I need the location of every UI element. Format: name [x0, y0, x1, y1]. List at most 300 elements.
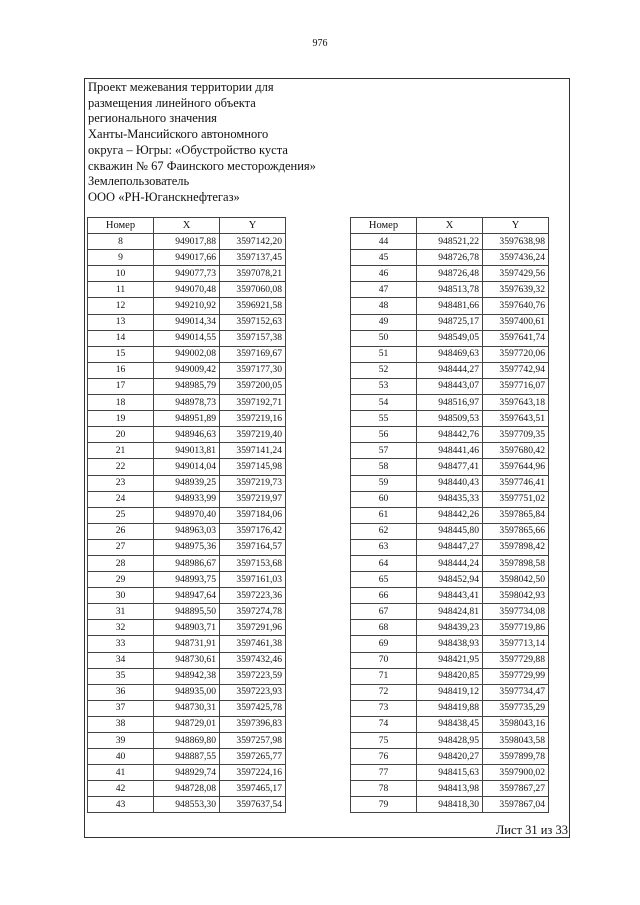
point-number-cell: 67	[351, 604, 417, 620]
table-row	[88, 523, 286, 539]
x-coordinate-cell: 948415,63	[417, 765, 483, 781]
y-coordinate-cell: 3597157,38	[220, 330, 286, 346]
title-line: Ханты-Мансийского автономного	[88, 127, 269, 142]
table-row	[88, 491, 286, 507]
x-coordinate-cell: 948443,07	[417, 378, 483, 394]
title-line: скважин № 67 Фаинского месторождения»	[88, 158, 316, 173]
x-coordinate-cell: 948469,63	[417, 346, 483, 362]
y-coordinate-cell: 3597078,21	[220, 266, 286, 282]
x-coordinate-cell: 948970,40	[154, 507, 220, 523]
column-header-number: Номер	[88, 218, 154, 234]
x-coordinate-cell: 949013,81	[154, 443, 220, 459]
table-row	[88, 346, 286, 362]
x-coordinate-cell: 948947,64	[154, 588, 220, 604]
table-row	[351, 749, 549, 765]
x-coordinate-cell: 949009,42	[154, 362, 220, 378]
y-coordinate-cell: 3597219,16	[220, 411, 286, 427]
point-number-cell: 51	[351, 346, 417, 362]
coordinates-table-left	[87, 217, 286, 813]
x-coordinate-cell: 948730,61	[154, 652, 220, 668]
coordinates-table-right	[350, 217, 549, 813]
point-number-cell: 77	[351, 765, 417, 781]
x-coordinate-cell: 948438,45	[417, 716, 483, 732]
y-coordinate-cell: 3597153,68	[220, 555, 286, 571]
point-number-cell: 22	[88, 459, 154, 475]
y-coordinate-cell: 3597742,94	[483, 362, 549, 378]
table-row	[88, 362, 286, 378]
table-row	[88, 636, 286, 652]
table-row	[88, 411, 286, 427]
table-row	[88, 282, 286, 298]
table-row	[351, 700, 549, 716]
column-header-y: Y	[220, 218, 286, 234]
table-row	[88, 684, 286, 700]
point-number-cell: 43	[88, 797, 154, 813]
y-coordinate-cell: 3597865,66	[483, 523, 549, 539]
y-coordinate-cell: 3598042,50	[483, 572, 549, 588]
table-row	[88, 314, 286, 330]
table-row	[351, 604, 549, 620]
point-number-cell: 78	[351, 781, 417, 797]
point-number-cell: 45	[351, 250, 417, 266]
point-number-cell: 15	[88, 346, 154, 362]
table-row	[351, 797, 549, 813]
point-number-cell: 36	[88, 684, 154, 700]
y-coordinate-cell: 3597729,99	[483, 668, 549, 684]
point-number-cell: 35	[88, 668, 154, 684]
column-header-x: X	[154, 218, 220, 234]
y-coordinate-cell: 3597865,84	[483, 507, 549, 523]
x-coordinate-cell: 949210,92	[154, 298, 220, 314]
point-number-cell: 16	[88, 362, 154, 378]
title-line: регионального значения	[88, 111, 217, 126]
y-coordinate-cell: 3597257,98	[220, 733, 286, 749]
table-row	[351, 459, 549, 475]
y-coordinate-cell: 3598043,58	[483, 733, 549, 749]
point-number-cell: 58	[351, 459, 417, 475]
point-number-cell: 30	[88, 588, 154, 604]
point-number-cell: 60	[351, 491, 417, 507]
table-header-row	[88, 218, 286, 234]
x-coordinate-cell: 948419,12	[417, 684, 483, 700]
column-header-y: Y	[483, 218, 549, 234]
point-number-cell: 53	[351, 378, 417, 394]
x-coordinate-cell: 948452,94	[417, 572, 483, 588]
y-coordinate-cell: 3597461,38	[220, 636, 286, 652]
x-coordinate-cell: 948946,63	[154, 427, 220, 443]
x-coordinate-cell: 948929,74	[154, 765, 220, 781]
x-coordinate-cell: 948516,97	[417, 395, 483, 411]
x-coordinate-cell: 948933,99	[154, 491, 220, 507]
x-coordinate-cell: 948413,98	[417, 781, 483, 797]
point-number-cell: 69	[351, 636, 417, 652]
table-row	[88, 572, 286, 588]
point-number-cell: 18	[88, 395, 154, 411]
x-coordinate-cell: 948444,24	[417, 555, 483, 571]
y-coordinate-cell: 3597396,83	[220, 716, 286, 732]
table-row	[351, 523, 549, 539]
x-coordinate-cell: 948420,85	[417, 668, 483, 684]
table-row	[351, 572, 549, 588]
table-row	[88, 733, 286, 749]
y-coordinate-cell: 3597734,08	[483, 604, 549, 620]
table-row	[88, 395, 286, 411]
page-number: 976	[312, 38, 328, 49]
point-number-cell: 71	[351, 668, 417, 684]
point-number-cell: 75	[351, 733, 417, 749]
point-number-cell: 29	[88, 572, 154, 588]
table-row	[351, 427, 549, 443]
table-row	[351, 443, 549, 459]
point-number-cell: 13	[88, 314, 154, 330]
x-coordinate-cell: 948729,01	[154, 716, 220, 732]
y-coordinate-cell: 3597429,56	[483, 266, 549, 282]
x-coordinate-cell: 948443,41	[417, 588, 483, 604]
table-body-left	[88, 234, 286, 813]
y-coordinate-cell: 3597436,24	[483, 250, 549, 266]
point-number-cell: 19	[88, 411, 154, 427]
table-row	[88, 475, 286, 491]
x-coordinate-cell: 949014,55	[154, 330, 220, 346]
x-coordinate-cell: 948728,08	[154, 781, 220, 797]
y-coordinate-cell: 3597223,59	[220, 668, 286, 684]
table-row	[88, 330, 286, 346]
table-row	[351, 684, 549, 700]
table-row	[88, 716, 286, 732]
y-coordinate-cell: 3597164,57	[220, 539, 286, 555]
table-row	[351, 733, 549, 749]
x-coordinate-cell: 948444,27	[417, 362, 483, 378]
x-coordinate-cell: 948420,27	[417, 749, 483, 765]
y-coordinate-cell: 3597425,78	[220, 700, 286, 716]
y-coordinate-cell: 3598042,93	[483, 588, 549, 604]
y-coordinate-cell: 3597643,51	[483, 411, 549, 427]
y-coordinate-cell: 3597637,54	[220, 797, 286, 813]
y-coordinate-cell: 3597060,08	[220, 282, 286, 298]
point-number-cell: 37	[88, 700, 154, 716]
x-coordinate-cell: 948903,71	[154, 620, 220, 636]
table-row	[88, 378, 286, 394]
y-coordinate-cell: 3597898,42	[483, 539, 549, 555]
point-number-cell: 40	[88, 749, 154, 765]
table-row	[351, 411, 549, 427]
point-number-cell: 21	[88, 443, 154, 459]
x-coordinate-cell: 948985,79	[154, 378, 220, 394]
point-number-cell: 76	[351, 749, 417, 765]
x-coordinate-cell: 948726,48	[417, 266, 483, 282]
y-coordinate-cell: 3597400,61	[483, 314, 549, 330]
y-coordinate-cell: 3597867,27	[483, 781, 549, 797]
y-coordinate-cell: 3597176,42	[220, 523, 286, 539]
y-coordinate-cell: 3597161,03	[220, 572, 286, 588]
table-row	[88, 588, 286, 604]
y-coordinate-cell: 3597274,78	[220, 604, 286, 620]
y-coordinate-cell: 3597219,40	[220, 427, 286, 443]
point-number-cell: 31	[88, 604, 154, 620]
table-row	[88, 507, 286, 523]
x-coordinate-cell: 948428,95	[417, 733, 483, 749]
point-number-cell: 74	[351, 716, 417, 732]
point-number-cell: 57	[351, 443, 417, 459]
point-number-cell: 42	[88, 781, 154, 797]
y-coordinate-cell: 3597735,29	[483, 700, 549, 716]
x-coordinate-cell: 948521,22	[417, 234, 483, 250]
table-row	[88, 765, 286, 781]
x-coordinate-cell: 949014,34	[154, 314, 220, 330]
point-number-cell: 28	[88, 555, 154, 571]
y-coordinate-cell: 3597899,78	[483, 749, 549, 765]
y-coordinate-cell: 3597719,86	[483, 620, 549, 636]
table-row	[88, 797, 286, 813]
point-number-cell: 46	[351, 266, 417, 282]
x-coordinate-cell: 948447,27	[417, 539, 483, 555]
x-coordinate-cell: 948963,03	[154, 523, 220, 539]
y-coordinate-cell: 3597219,97	[220, 491, 286, 507]
x-coordinate-cell: 948935,00	[154, 684, 220, 700]
table-row	[351, 346, 549, 362]
y-coordinate-cell: 3597224,16	[220, 765, 286, 781]
column-header-number: Номер	[351, 218, 417, 234]
table-body-right	[351, 234, 549, 813]
point-number-cell: 17	[88, 378, 154, 394]
table-row	[351, 555, 549, 571]
point-number-cell: 65	[351, 572, 417, 588]
y-coordinate-cell: 3597644,96	[483, 459, 549, 475]
table-header-row	[351, 218, 549, 234]
y-coordinate-cell: 3597177,30	[220, 362, 286, 378]
x-coordinate-cell: 949077,73	[154, 266, 220, 282]
title-line: округа – Югры: «Обустройство куста	[88, 142, 288, 157]
y-coordinate-cell: 3597640,76	[483, 298, 549, 314]
x-coordinate-cell: 948439,23	[417, 620, 483, 636]
x-coordinate-cell: 948435,33	[417, 491, 483, 507]
y-coordinate-cell: 3596921,58	[220, 298, 286, 314]
point-number-cell: 12	[88, 298, 154, 314]
y-coordinate-cell: 3597680,42	[483, 443, 549, 459]
table-row	[88, 459, 286, 475]
point-number-cell: 44	[351, 234, 417, 250]
document-title	[88, 80, 388, 206]
y-coordinate-cell: 3597751,02	[483, 491, 549, 507]
table-row	[88, 250, 286, 266]
table-row	[351, 395, 549, 411]
y-coordinate-cell: 3597265,77	[220, 749, 286, 765]
point-number-cell: 62	[351, 523, 417, 539]
table-row	[351, 282, 549, 298]
y-coordinate-cell: 3597709,35	[483, 427, 549, 443]
table-row	[351, 491, 549, 507]
point-number-cell: 72	[351, 684, 417, 700]
y-coordinate-cell: 3597432,46	[220, 652, 286, 668]
x-coordinate-cell: 948445,80	[417, 523, 483, 539]
x-coordinate-cell: 948731,91	[154, 636, 220, 652]
point-number-cell: 47	[351, 282, 417, 298]
point-number-cell: 66	[351, 588, 417, 604]
point-number-cell: 48	[351, 298, 417, 314]
table-row	[88, 539, 286, 555]
table-row	[88, 620, 286, 636]
table-row	[88, 781, 286, 797]
point-number-cell: 59	[351, 475, 417, 491]
x-coordinate-cell: 948509,53	[417, 411, 483, 427]
title-line: Проект межевания территории для	[88, 80, 274, 94]
y-coordinate-cell: 3597716,07	[483, 378, 549, 394]
point-number-cell: 68	[351, 620, 417, 636]
y-coordinate-cell: 3598043,16	[483, 716, 549, 732]
table-row	[351, 298, 549, 314]
y-coordinate-cell: 3597713,14	[483, 636, 549, 652]
point-number-cell: 34	[88, 652, 154, 668]
x-coordinate-cell: 948887,55	[154, 749, 220, 765]
y-coordinate-cell: 3597638,98	[483, 234, 549, 250]
x-coordinate-cell: 948725,17	[417, 314, 483, 330]
x-coordinate-cell: 948421,95	[417, 652, 483, 668]
table-row	[351, 781, 549, 797]
point-number-cell: 49	[351, 314, 417, 330]
x-coordinate-cell: 948442,76	[417, 427, 483, 443]
x-coordinate-cell: 948730,31	[154, 700, 220, 716]
table-row	[351, 475, 549, 491]
table-row	[351, 636, 549, 652]
x-coordinate-cell: 948975,36	[154, 539, 220, 555]
table-row	[351, 314, 549, 330]
y-coordinate-cell: 3597192,71	[220, 395, 286, 411]
x-coordinate-cell: 948477,41	[417, 459, 483, 475]
point-number-cell: 52	[351, 362, 417, 378]
point-number-cell: 64	[351, 555, 417, 571]
x-coordinate-cell: 949017,66	[154, 250, 220, 266]
point-number-cell: 32	[88, 620, 154, 636]
y-coordinate-cell: 3597184,06	[220, 507, 286, 523]
table-row	[351, 620, 549, 636]
x-coordinate-cell: 948978,73	[154, 395, 220, 411]
table-row	[351, 330, 549, 346]
x-coordinate-cell: 948553,30	[154, 797, 220, 813]
y-coordinate-cell: 3597729,88	[483, 652, 549, 668]
x-coordinate-cell: 948986,67	[154, 555, 220, 571]
point-number-cell: 55	[351, 411, 417, 427]
x-coordinate-cell: 949070,48	[154, 282, 220, 298]
y-coordinate-cell: 3597639,32	[483, 282, 549, 298]
point-number-cell: 63	[351, 539, 417, 555]
y-coordinate-cell: 3597746,41	[483, 475, 549, 491]
table-row	[351, 250, 549, 266]
table-row	[351, 234, 549, 250]
point-number-cell: 9	[88, 250, 154, 266]
y-coordinate-cell: 3597643,18	[483, 395, 549, 411]
point-number-cell: 11	[88, 282, 154, 298]
x-coordinate-cell: 948895,50	[154, 604, 220, 620]
x-coordinate-cell: 948440,43	[417, 475, 483, 491]
table-row	[351, 507, 549, 523]
sheet-label: Лист 31 из 33	[495, 823, 568, 837]
point-number-cell: 23	[88, 475, 154, 491]
point-number-cell: 25	[88, 507, 154, 523]
y-coordinate-cell: 3597867,04	[483, 797, 549, 813]
table-row	[351, 588, 549, 604]
table-row	[351, 668, 549, 684]
y-coordinate-cell: 3597720,06	[483, 346, 549, 362]
y-coordinate-cell: 3597137,45	[220, 250, 286, 266]
table-row	[351, 539, 549, 555]
x-coordinate-cell: 948441,46	[417, 443, 483, 459]
point-number-cell: 20	[88, 427, 154, 443]
table-row	[88, 604, 286, 620]
y-coordinate-cell: 3597898,58	[483, 555, 549, 571]
point-number-cell: 14	[88, 330, 154, 346]
y-coordinate-cell: 3597219,73	[220, 475, 286, 491]
table-row	[88, 668, 286, 684]
table-row	[351, 652, 549, 668]
table-row	[88, 427, 286, 443]
x-coordinate-cell: 948993,75	[154, 572, 220, 588]
point-number-cell: 33	[88, 636, 154, 652]
y-coordinate-cell: 3597900,02	[483, 765, 549, 781]
x-coordinate-cell: 949002,08	[154, 346, 220, 362]
table-row	[88, 749, 286, 765]
x-coordinate-cell: 948438,93	[417, 636, 483, 652]
y-coordinate-cell: 3597152,63	[220, 314, 286, 330]
point-number-cell: 38	[88, 716, 154, 732]
x-coordinate-cell: 948549,05	[417, 330, 483, 346]
title-line: Землепользователь	[88, 174, 190, 189]
point-number-cell: 27	[88, 539, 154, 555]
x-coordinate-cell: 949017,88	[154, 234, 220, 250]
table-row	[88, 266, 286, 282]
point-number-cell: 54	[351, 395, 417, 411]
x-coordinate-cell: 948942,38	[154, 668, 220, 684]
y-coordinate-cell: 3597465,17	[220, 781, 286, 797]
y-coordinate-cell: 3597145,98	[220, 459, 286, 475]
point-number-cell: 39	[88, 733, 154, 749]
x-coordinate-cell: 948939,25	[154, 475, 220, 491]
y-coordinate-cell: 3597223,93	[220, 684, 286, 700]
x-coordinate-cell: 948419,88	[417, 700, 483, 716]
x-coordinate-cell: 948726,78	[417, 250, 483, 266]
table-row	[351, 378, 549, 394]
point-number-cell: 8	[88, 234, 154, 250]
x-coordinate-cell: 949014,04	[154, 459, 220, 475]
point-number-cell: 61	[351, 507, 417, 523]
table-row	[351, 765, 549, 781]
title-line: размещения линейного объекта	[88, 95, 256, 110]
table-row	[351, 266, 549, 282]
table-row	[88, 443, 286, 459]
table-row	[88, 555, 286, 571]
point-number-cell: 79	[351, 797, 417, 813]
point-number-cell: 73	[351, 700, 417, 716]
table-row	[88, 700, 286, 716]
point-number-cell: 10	[88, 266, 154, 282]
x-coordinate-cell: 948951,89	[154, 411, 220, 427]
y-coordinate-cell: 3597169,67	[220, 346, 286, 362]
column-header-x: X	[417, 218, 483, 234]
x-coordinate-cell: 948424,81	[417, 604, 483, 620]
y-coordinate-cell: 3597734,47	[483, 684, 549, 700]
table-row	[88, 234, 286, 250]
y-coordinate-cell: 3597200,05	[220, 378, 286, 394]
y-coordinate-cell: 3597223,36	[220, 588, 286, 604]
title-line: ООО «РН-Юганскнефтегаз»	[88, 189, 240, 204]
point-number-cell: 70	[351, 652, 417, 668]
table-row	[351, 716, 549, 732]
y-coordinate-cell: 3597142,20	[220, 234, 286, 250]
x-coordinate-cell: 948869,80	[154, 733, 220, 749]
x-coordinate-cell: 948418,30	[417, 797, 483, 813]
table-row	[88, 652, 286, 668]
point-number-cell: 56	[351, 427, 417, 443]
table-row	[88, 298, 286, 314]
